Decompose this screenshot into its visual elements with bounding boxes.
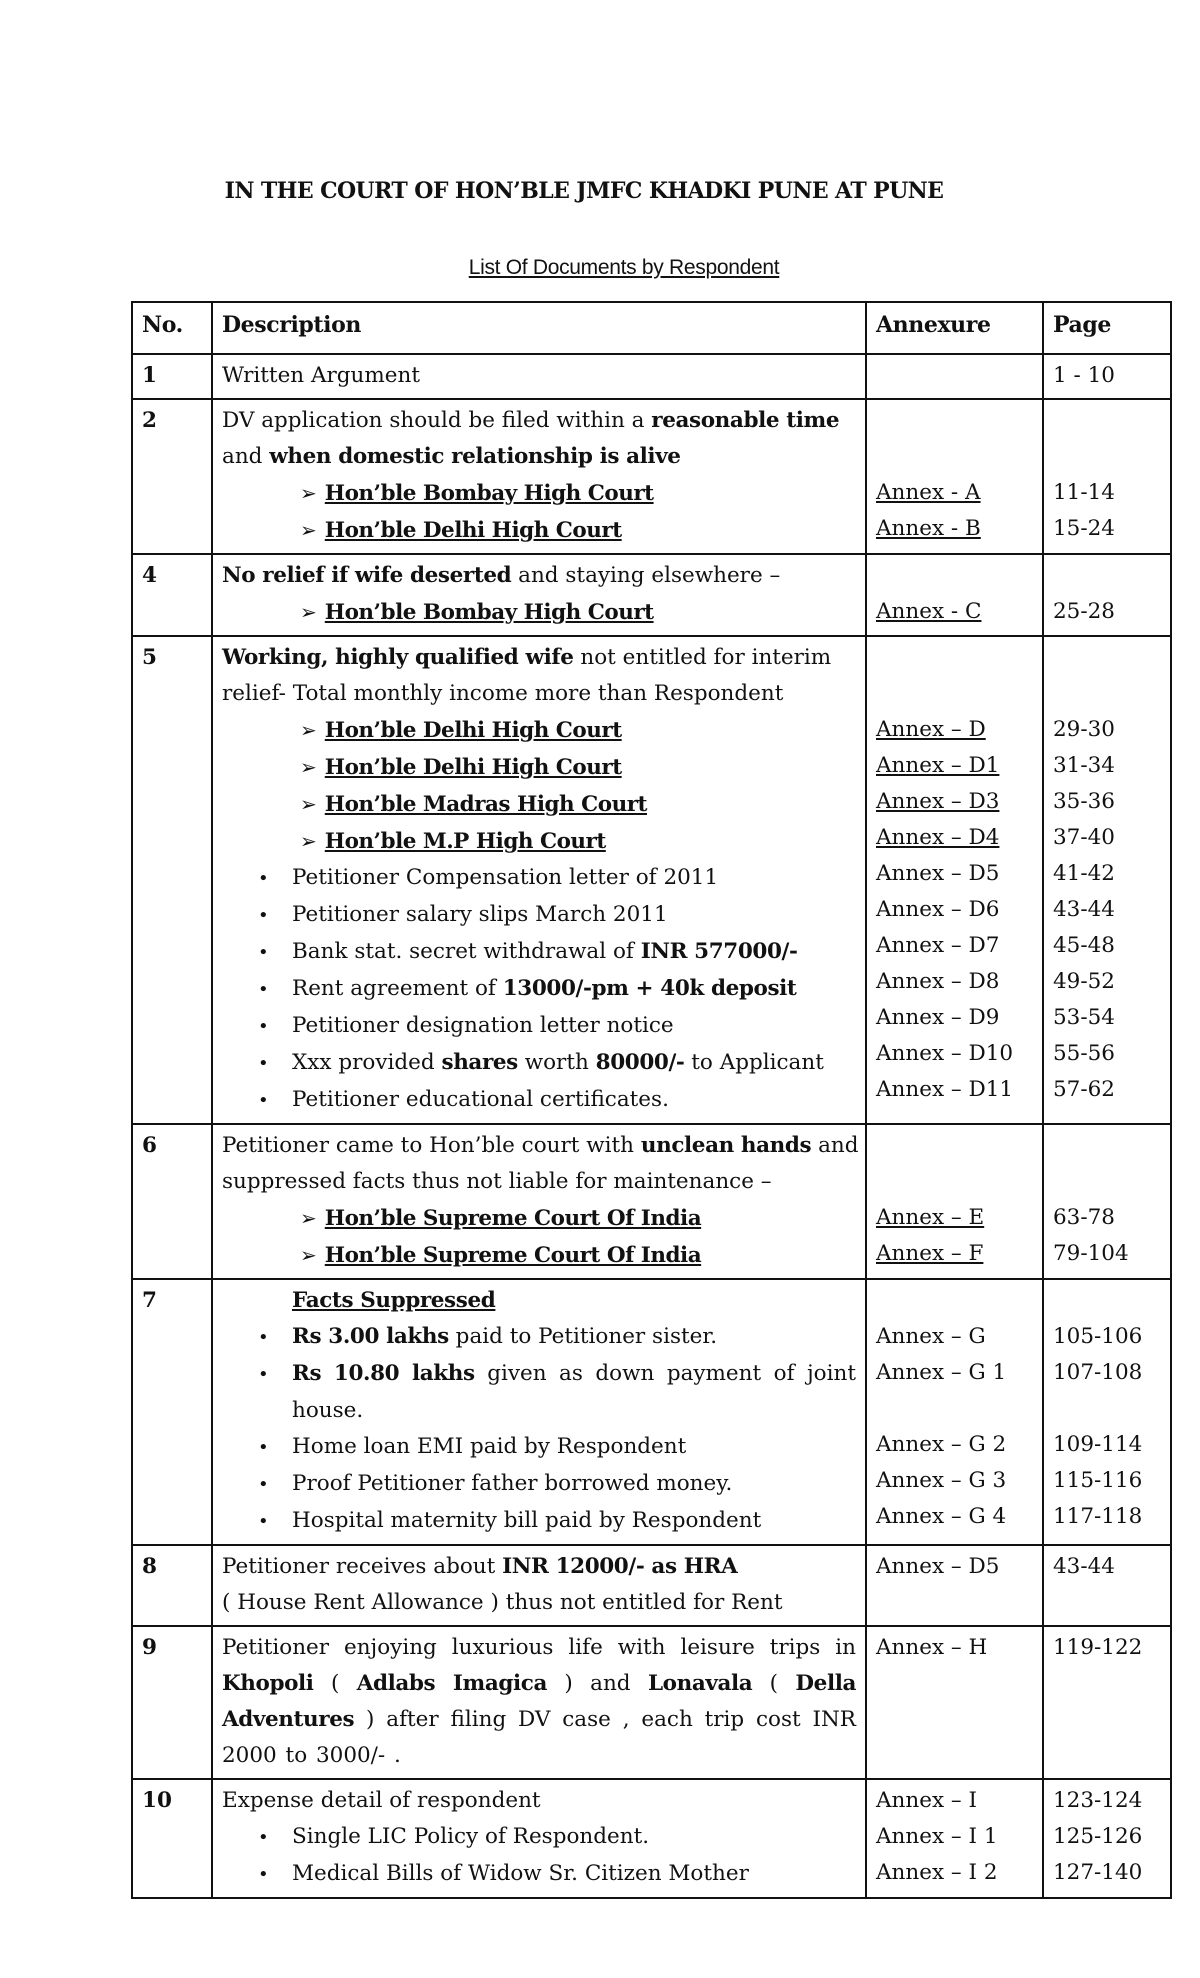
table-row: [132, 399, 1171, 554]
bullet-icon: •: [258, 1511, 269, 1532]
column-header-no: No.: [132, 302, 212, 354]
bullet-icon: •: [258, 979, 269, 1000]
list-item: • Petitioner salary slips March 2011: [222, 897, 856, 934]
annexure-ref: Annex – I 2: [876, 1860, 998, 1885]
page-range: 31-34: [1053, 753, 1115, 778]
bullet-icon: •: [258, 1053, 269, 1074]
row-number: 6: [132, 1124, 212, 1279]
page-range: 35-36: [1053, 789, 1115, 814]
description-text: Working, highly qualified wife not entitled for interim relief- Total monthly income more than Respondent: [222, 645, 832, 706]
row-page: [1043, 399, 1171, 554]
description-text: Petitioner receives about INR 12000/- as HRA: [222, 1554, 738, 1579]
arrow-bullet-icon: ➢: [300, 1206, 317, 1230]
row-number: 10: [132, 1779, 212, 1898]
row-description: [212, 1779, 866, 1898]
page-range: 107-108: [1053, 1360, 1143, 1385]
row-page: [1043, 1124, 1171, 1279]
page-range: 109-114: [1053, 1432, 1143, 1457]
court-citation: ➢ Hon’ble Delhi High Court: [300, 518, 622, 543]
annexure-ref: Annex – D: [876, 717, 986, 742]
court-citation: ➢ Hon’ble Delhi High Court: [300, 755, 622, 780]
table-row: [132, 636, 1171, 1124]
annexure-ref: Annex – D7: [876, 933, 1000, 958]
annexure-ref: Annex – D4: [876, 825, 1000, 850]
annexure-ref: Annex – G: [876, 1324, 986, 1349]
annexure-ref: Annex – D8: [876, 969, 1000, 994]
row-annexure: [866, 1124, 1043, 1279]
annexure-ref: Annex – G 2: [876, 1432, 1007, 1457]
arrow-bullet-icon: ➢: [300, 600, 317, 624]
description-text: Expense detail of respondent: [222, 1788, 541, 1813]
page-range: 123-124: [1053, 1788, 1143, 1813]
annexure-ref: Annex – D6: [876, 897, 1000, 922]
row-annexure: [866, 1279, 1043, 1545]
row-annexure: [866, 554, 1043, 636]
annexure-ref: Annex – D9: [876, 1005, 1000, 1030]
court-citation: ➢ Hon’ble Bombay High Court: [300, 600, 654, 625]
arrow-bullet-icon: ➢: [300, 481, 317, 505]
annexure-ref: Annex – I: [876, 1788, 977, 1813]
page-range: 117-118: [1053, 1504, 1143, 1529]
row-description: [212, 1124, 866, 1279]
page-range: 115-116: [1053, 1468, 1143, 1493]
page-range: 105-106: [1053, 1324, 1143, 1349]
column-header-page: Page: [1043, 302, 1171, 354]
row-description: Written Argument: [212, 354, 866, 399]
arrow-bullet-icon: ➢: [300, 755, 317, 779]
table-row: [132, 1779, 1171, 1898]
list-item: • Xxx provided shares worth 80000/- to Applicant: [222, 1045, 856, 1082]
annexure-ref: Annex – G 1: [876, 1360, 1007, 1385]
annexure-ref: Annex – G 4: [876, 1504, 1007, 1529]
row-annexure: Annex – H: [866, 1626, 1043, 1779]
court-citation: ➢ Hon’ble Bombay High Court: [300, 481, 654, 506]
annexure-ref: Annex – G 3: [876, 1468, 1007, 1493]
bullet-icon: •: [258, 1327, 269, 1348]
annexure-ref: Annex – D1: [876, 753, 1000, 778]
row-description: [212, 399, 866, 554]
list-item: • Bank stat. secret withdrawal of INR 577000/-: [222, 934, 856, 971]
row-page: 119-122: [1043, 1626, 1171, 1779]
bullet-icon: •: [258, 1437, 269, 1458]
page-range: 125-126: [1053, 1824, 1143, 1849]
annexure-ref: Annex - A: [876, 480, 981, 505]
row-annexure: [866, 399, 1043, 554]
page-range: 55-56: [1053, 1041, 1115, 1066]
column-header-annexure: Annexure: [866, 302, 1043, 354]
row-number: 2: [132, 399, 212, 554]
row-number: 1: [132, 354, 212, 399]
bullet-icon: •: [258, 942, 269, 963]
row-page: [1043, 1279, 1171, 1545]
page-range: 37-40: [1053, 825, 1115, 850]
court-citation: ➢ Hon’ble Supreme Court Of India: [300, 1206, 702, 1231]
court-title: IN THE COURT OF HON’BLE JMFC KHADKI PUNE AT PUNE: [224, 178, 944, 204]
row-annexure: [866, 354, 1043, 399]
row-description: [212, 554, 866, 636]
row-number: 4: [132, 554, 212, 636]
row-page: [1043, 554, 1171, 636]
arrow-bullet-icon: ➢: [300, 1243, 317, 1267]
list-item: • Single LIC Policy of Respondent.: [222, 1819, 856, 1856]
page-range: 43-44: [1053, 897, 1115, 922]
annexure-ref: Annex – D10: [876, 1041, 1014, 1066]
court-citation: ➢ Hon’ble Delhi High Court: [300, 718, 622, 743]
bullet-icon: •: [258, 1864, 269, 1885]
court-citation: ➢ Hon’ble M.P High Court: [300, 829, 606, 854]
page-range: 29-30: [1053, 717, 1115, 742]
table-header-row: [132, 302, 1171, 354]
annexure-ref: Annex – E: [876, 1205, 985, 1230]
page-range: 15-24: [1053, 516, 1115, 541]
row-number: 5: [132, 636, 212, 1124]
list-item: • Petitioner designation letter notice: [222, 1008, 856, 1045]
arrow-bullet-icon: ➢: [300, 792, 317, 816]
annexure-ref: Annex – F: [876, 1241, 984, 1266]
row-annexure: Annex – D5: [866, 1545, 1043, 1626]
page-range: 49-52: [1053, 969, 1115, 994]
annexure-ref: Annex – D5: [876, 861, 1000, 886]
row-number: 8: [132, 1545, 212, 1626]
page-range: 127-140: [1053, 1860, 1143, 1885]
page-range: 45-48: [1053, 933, 1115, 958]
arrow-bullet-icon: ➢: [300, 718, 317, 742]
bullet-icon: •: [258, 1827, 269, 1848]
section-heading: Facts Suppressed: [292, 1288, 496, 1313]
annexure-ref: Annex – D11: [876, 1077, 1014, 1102]
list-item: • Petitioner educational certificates.: [222, 1082, 856, 1119]
list-item: • Medical Bills of Widow Sr. Citizen Mother: [222, 1856, 856, 1893]
bullet-icon: •: [258, 1474, 269, 1495]
list-item: • Proof Petitioner father borrowed money.: [222, 1466, 856, 1503]
page-range: 63-78: [1053, 1205, 1115, 1230]
arrow-bullet-icon: ➢: [300, 518, 317, 542]
page-range: 53-54: [1053, 1005, 1115, 1030]
list-item: • Petitioner Compensation letter of 2011: [222, 860, 856, 897]
row-annexure: [866, 1779, 1043, 1898]
list-title: List Of Documents by Respondent: [468, 256, 780, 279]
bullet-icon: •: [258, 868, 269, 889]
description-text: Petitioner came to Hon’ble court with unclean hands and: [222, 1133, 859, 1158]
row-description: [212, 1279, 866, 1545]
page-range: 25-28: [1053, 599, 1115, 624]
column-header-description: Description: [212, 302, 866, 354]
annexure-ref: Annex - C: [876, 599, 982, 624]
table-row: [132, 1124, 1171, 1279]
table-row: [132, 1279, 1171, 1545]
annexure-ref: Annex – I 1: [876, 1824, 998, 1849]
description-text: Petitioner enjoying luxurious life with leisure trips in Khopoli ( Adlabs Imagica ) and Lonavala ( Della Adventures ) after filing DV case , each trip cost INR 2000 to 3000/- .: [222, 1635, 857, 1768]
description-text: ( House Rent Allowance ) thus not entitled for Rent: [222, 1590, 783, 1615]
row-page: 43-44: [1043, 1545, 1171, 1626]
row-page: [1043, 1779, 1171, 1898]
court-citation: ➢ Hon’ble Supreme Court Of India: [300, 1243, 702, 1268]
documents-table: [131, 301, 1172, 1899]
description-text: DV application should be filed within a reasonable time and when domestic relationship is alive: [222, 408, 840, 469]
row-number: 9: [132, 1626, 212, 1779]
table-row: [132, 354, 1171, 399]
description-text: suppressed facts thus not liable for maintenance –: [222, 1169, 772, 1194]
table-row: [132, 1545, 1171, 1626]
list-item: • Rs 3.00 lakhs paid to Petitioner sister.: [222, 1319, 856, 1356]
description-text: No relief if wife deserted and staying elsewhere –: [222, 563, 781, 588]
list-item: • Rs 10.80 lakhs given as down payment of joint house.: [222, 1356, 856, 1429]
bullet-icon: •: [258, 1016, 269, 1037]
table-row: [132, 1626, 1171, 1779]
page-range: 57-62: [1053, 1077, 1115, 1102]
bullet-icon: •: [258, 905, 269, 926]
list-item: • Hospital maternity bill paid by Respondent: [222, 1503, 856, 1540]
page-range: 41-42: [1053, 861, 1115, 886]
court-citation: ➢ Hon’ble Madras High Court: [300, 792, 647, 817]
arrow-bullet-icon: ➢: [300, 829, 317, 853]
row-description: [212, 1545, 866, 1626]
row-description: [212, 1626, 866, 1779]
bullet-icon: •: [258, 1090, 269, 1111]
bullet-icon: •: [258, 1364, 269, 1385]
list-item: • Rent agreement of 13000/-pm + 40k deposit: [222, 971, 856, 1008]
row-page: [1043, 636, 1171, 1124]
list-item: • Home loan EMI paid by Respondent: [222, 1429, 856, 1466]
annexure-ref: Annex - B: [876, 516, 981, 541]
row-description: [212, 636, 866, 1124]
table-row: [132, 554, 1171, 636]
row-page: 1 - 10: [1043, 354, 1171, 399]
page-range: 11-14: [1053, 480, 1115, 505]
row-number: 7: [132, 1279, 212, 1545]
page-range: 79-104: [1053, 1241, 1129, 1266]
row-annexure: [866, 636, 1043, 1124]
annexure-ref: Annex – D3: [876, 789, 1000, 814]
